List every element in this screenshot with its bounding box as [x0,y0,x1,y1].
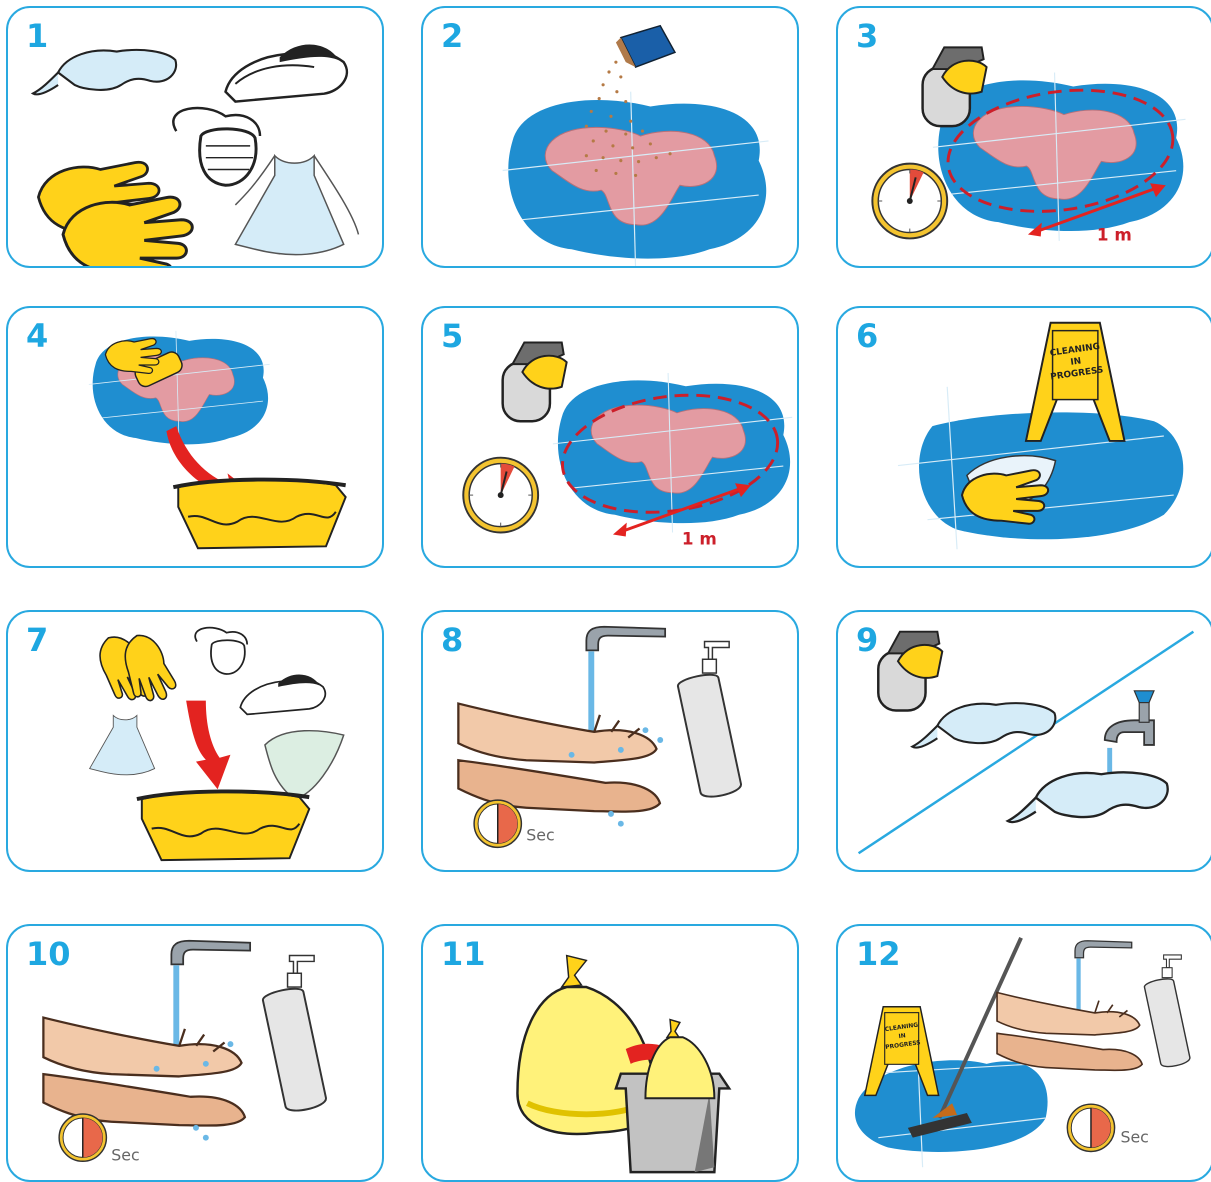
soap-bottle-icon [1144,955,1191,1069]
measure-label: 1 m [1096,224,1132,245]
disinfect-illustration [838,8,1211,266]
hands-icon [43,1018,245,1126]
spill-icon [503,92,769,266]
shoe-covers-icon [240,674,325,714]
sign-line-2: IN [1069,356,1082,368]
wipe-illustration [838,308,1211,566]
waste-bin-icon [173,480,345,549]
step-number: 11 [441,935,486,973]
gloves-icon [38,162,192,266]
step-panel-12 [836,924,1211,1182]
timer-icon [59,1114,106,1161]
waste-bin-icon [137,791,309,860]
gown-icon [265,731,344,799]
step-number: 6 [856,317,879,355]
apron-icon [90,715,155,774]
step-panel-11 [421,924,799,1182]
handwash-illustration [423,612,797,870]
apron-icon [235,156,358,255]
step-number: 12 [856,935,901,973]
tap-icon [1075,941,1132,958]
timer-label: Sec [111,1145,140,1165]
step-panel-5 [421,306,799,568]
dispose-ppe-illustration [8,612,382,870]
tap-icon [1105,691,1154,745]
step-panel-6 [836,306,1211,568]
step-number: 5 [441,317,464,355]
sign-line-3: PROGRESS [885,1040,922,1052]
step-panel-10 [6,924,384,1182]
step-panel-8 [421,610,799,872]
ppe-illustration [8,8,382,266]
final-clean-illustration [838,926,1211,1180]
spill-icon [553,373,792,533]
bag-disposal-illustration [423,926,797,1180]
soap-bottle-icon [262,956,328,1114]
gloves-icon [88,628,179,709]
waste-bag-icon [645,1020,714,1099]
arrow-icon [186,701,230,790]
step-panel-3 [836,6,1211,268]
hands-icon [997,993,1142,1071]
absorbent-illustration [423,8,797,266]
measure-label: 1 m [681,528,717,549]
step-panel-7 [6,610,384,872]
sign-line-1: CLEANING [1049,341,1101,359]
step-number: 7 [26,621,49,659]
step-number: 10 [26,935,71,973]
step-number: 2 [441,17,464,55]
goggles-icon [33,50,176,94]
step-panel-4 [6,306,384,568]
timer-icon [1067,1104,1114,1151]
hands-icon [458,704,660,812]
spray-bottle-icon [503,342,567,421]
goggles-icon [1008,772,1168,822]
sign-line-3: PROGRESS [1049,365,1105,383]
spray-bottle-icon [878,632,942,711]
step-number: 9 [856,621,879,659]
timer-label: Sec [526,825,555,845]
step-number: 3 [856,17,879,55]
face-mask-icon [195,628,247,674]
disinfect-illustration [423,308,797,566]
timer-icon [463,458,538,533]
step-panel-2 [421,6,799,268]
face-mask-icon [173,108,260,185]
scoop-illustration [8,308,382,566]
step-number: 4 [26,317,49,355]
step-panel-9 [836,610,1211,872]
soap-bottle-icon [677,642,743,800]
shoe-covers-icon [226,45,347,102]
sign-line-1: CLEANING [884,1022,919,1034]
clean-goggles-illustration [838,612,1211,870]
sign-line-2: IN [898,1033,907,1041]
step-number: 8 [441,621,464,659]
goggles-icon [912,703,1055,747]
timer-label: Sec [1120,1127,1149,1147]
tap-icon [171,941,250,965]
step-panel-1 [6,6,384,268]
timer-icon [872,164,947,239]
step-number: 1 [26,17,49,55]
handwash-illustration [8,926,382,1180]
tap-icon [586,627,665,651]
timer-icon [474,800,521,847]
